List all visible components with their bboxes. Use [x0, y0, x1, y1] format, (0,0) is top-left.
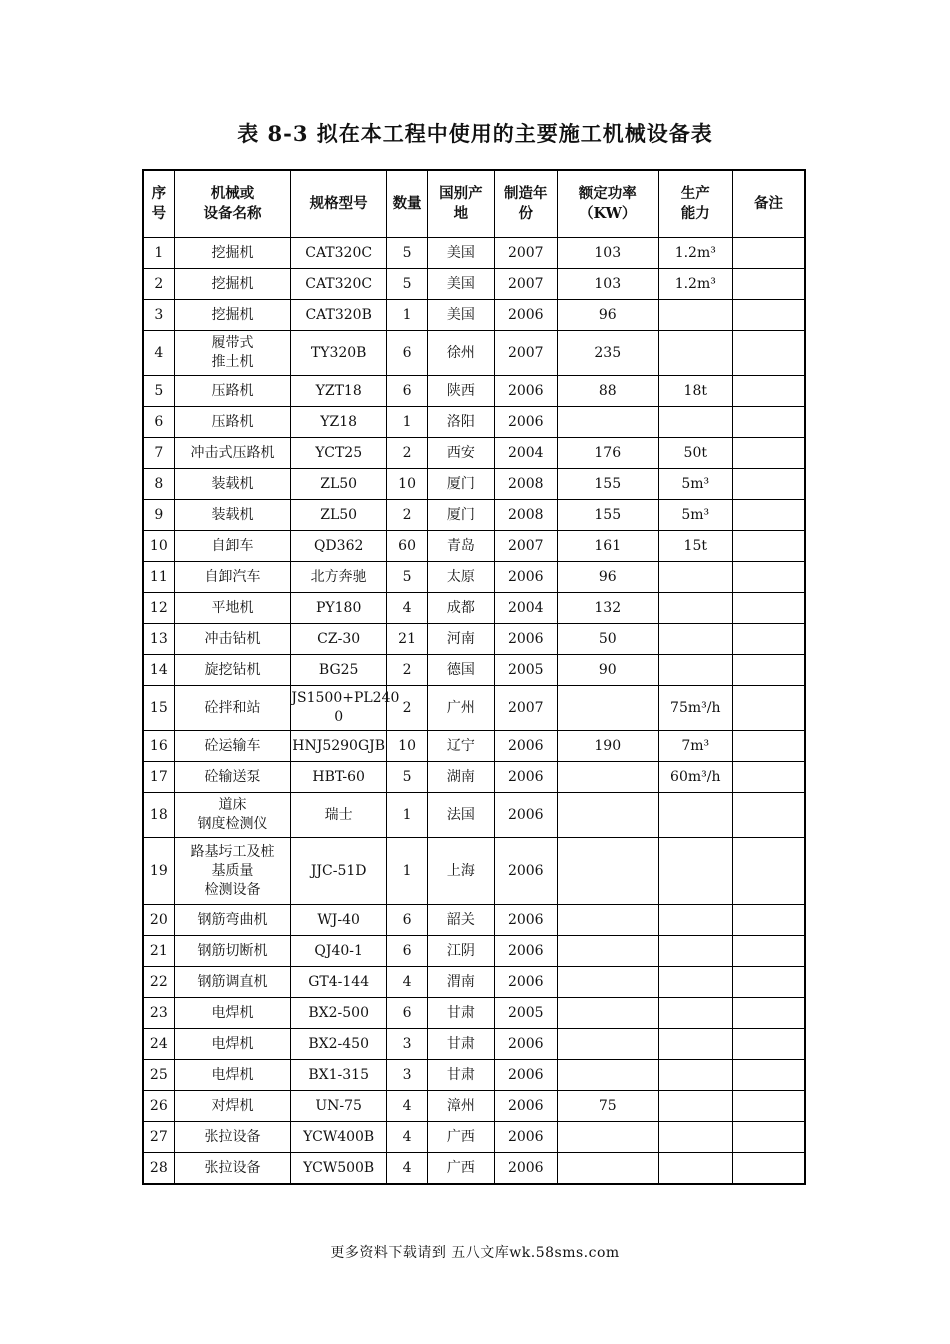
table-row: [143, 793, 805, 838]
cell-year: 2006: [494, 1091, 557, 1122]
cell-origin: 辽宁: [428, 731, 494, 762]
cell-year: 2005: [494, 655, 557, 686]
header-capacity: 生产 能力: [658, 170, 732, 238]
cell-origin: 美国: [428, 300, 494, 331]
cell-origin: 上海: [428, 838, 494, 905]
cell-no: 14: [143, 655, 174, 686]
cell-note: [732, 593, 805, 624]
cell-origin: 陕西: [428, 376, 494, 407]
cell-model: YCT25: [291, 438, 387, 469]
cell-qty: 4: [386, 967, 427, 998]
cell-year: 2006: [494, 762, 557, 793]
cell-note: [732, 331, 805, 376]
cell-power: [557, 1153, 658, 1185]
cell-no: 4: [143, 331, 174, 376]
cell-model: TY320B: [291, 331, 387, 376]
cell-qty: 4: [386, 1122, 427, 1153]
cell-model: HNJ5290GJB: [291, 731, 387, 762]
cell-year: 2007: [494, 686, 557, 731]
cell-model: GT4-144: [291, 967, 387, 998]
cell-name: 张拉设备: [174, 1122, 291, 1153]
cell-name: 砼输送泵: [174, 762, 291, 793]
cell-capacity: 18t: [658, 376, 732, 407]
cell-qty: 5: [386, 238, 427, 269]
cell-capacity: 15t: [658, 531, 732, 562]
cell-year: 2006: [494, 731, 557, 762]
cell-year: 2008: [494, 500, 557, 531]
cell-power: [557, 762, 658, 793]
cell-capacity: [658, 1153, 732, 1185]
cell-model: UN-75: [291, 1091, 387, 1122]
cell-name: 钢筋弯曲机: [174, 905, 291, 936]
table-body: [143, 238, 805, 1185]
cell-year: 2006: [494, 376, 557, 407]
cell-power: 88: [557, 376, 658, 407]
table-row: [143, 407, 805, 438]
cell-note: [732, 269, 805, 300]
cell-name: 电焊机: [174, 1029, 291, 1060]
cell-year: 2006: [494, 562, 557, 593]
cell-capacity: [658, 838, 732, 905]
cell-model: WJ-40: [291, 905, 387, 936]
cell-note: [732, 438, 805, 469]
cell-origin: 美国: [428, 269, 494, 300]
cell-capacity: [658, 936, 732, 967]
cell-capacity: [658, 562, 732, 593]
cell-note: [732, 376, 805, 407]
cell-no: 27: [143, 1122, 174, 1153]
cell-origin: 甘肃: [428, 1029, 494, 1060]
cell-capacity: [658, 593, 732, 624]
cell-year: 2006: [494, 1153, 557, 1185]
cell-capacity: 1.2m³: [658, 269, 732, 300]
table-row: [143, 500, 805, 531]
cell-note: [732, 562, 805, 593]
cell-capacity: [658, 905, 732, 936]
table-row: [143, 238, 805, 269]
cell-no: 21: [143, 936, 174, 967]
cell-qty: 6: [386, 331, 427, 376]
cell-model: QJ40-1: [291, 936, 387, 967]
cell-qty: 1: [386, 300, 427, 331]
cell-name: 路基圬工及桩 基质量 检测设备: [174, 838, 291, 905]
cell-capacity: [658, 1122, 732, 1153]
cell-year: 2006: [494, 300, 557, 331]
cell-year: 2007: [494, 531, 557, 562]
cell-origin: 厦门: [428, 469, 494, 500]
cell-note: [732, 905, 805, 936]
cell-qty: 6: [386, 376, 427, 407]
table-row: [143, 593, 805, 624]
cell-power: 161: [557, 531, 658, 562]
cell-capacity: [658, 655, 732, 686]
table-row: [143, 838, 805, 905]
header-power: 额定功率 （KW）: [557, 170, 658, 238]
cell-capacity: [658, 793, 732, 838]
cell-note: [732, 731, 805, 762]
cell-qty: 2: [386, 686, 427, 731]
cell-year: 2007: [494, 331, 557, 376]
cell-name: 对焊机: [174, 1091, 291, 1122]
cell-no: 15: [143, 686, 174, 731]
cell-qty: 60: [386, 531, 427, 562]
cell-no: 11: [143, 562, 174, 593]
cell-power: 103: [557, 238, 658, 269]
cell-name: 电焊机: [174, 1060, 291, 1091]
cell-note: [732, 1060, 805, 1091]
table-row: [143, 731, 805, 762]
cell-origin: 广西: [428, 1153, 494, 1185]
cell-model: YZ18: [291, 407, 387, 438]
cell-year: 2006: [494, 1029, 557, 1060]
cell-name: 道床 钢度检测仪: [174, 793, 291, 838]
header-model: 规格型号: [291, 170, 387, 238]
cell-note: [732, 300, 805, 331]
cell-no: 5: [143, 376, 174, 407]
cell-model: BX2-450: [291, 1029, 387, 1060]
cell-model: BX2-500: [291, 998, 387, 1029]
cell-name: 张拉设备: [174, 1153, 291, 1185]
cell-qty: 6: [386, 905, 427, 936]
cell-note: [732, 762, 805, 793]
cell-note: [732, 967, 805, 998]
cell-qty: 10: [386, 731, 427, 762]
cell-power: [557, 967, 658, 998]
cell-origin: 美国: [428, 238, 494, 269]
cell-model: JJC-51D: [291, 838, 387, 905]
table-row: [143, 531, 805, 562]
cell-no: 2: [143, 269, 174, 300]
cell-no: 19: [143, 838, 174, 905]
cell-note: [732, 407, 805, 438]
table-row: [143, 562, 805, 593]
cell-power: [557, 1122, 658, 1153]
cell-name: 平地机: [174, 593, 291, 624]
cell-name: 装载机: [174, 500, 291, 531]
cell-year: 2006: [494, 1122, 557, 1153]
cell-qty: 6: [386, 998, 427, 1029]
table-row: [143, 905, 805, 936]
cell-model: CZ-30: [291, 624, 387, 655]
cell-origin: 太原: [428, 562, 494, 593]
cell-year: 2006: [494, 624, 557, 655]
cell-origin: 广西: [428, 1122, 494, 1153]
cell-origin: 甘肃: [428, 998, 494, 1029]
cell-origin: 韶关: [428, 905, 494, 936]
cell-note: [732, 238, 805, 269]
cell-qty: 3: [386, 1060, 427, 1091]
cell-qty: 6: [386, 936, 427, 967]
cell-power: 190: [557, 731, 658, 762]
cell-model: YCW500B: [291, 1153, 387, 1185]
cell-name: 钢筋切断机: [174, 936, 291, 967]
cell-power: 96: [557, 300, 658, 331]
cell-model: HBT-60: [291, 762, 387, 793]
cell-no: 20: [143, 905, 174, 936]
cell-year: 2006: [494, 407, 557, 438]
cell-origin: 法国: [428, 793, 494, 838]
table-row: [143, 1122, 805, 1153]
cell-origin: 青岛: [428, 531, 494, 562]
header-note: 备注: [732, 170, 805, 238]
cell-qty: 5: [386, 762, 427, 793]
cell-power: [557, 998, 658, 1029]
cell-model: ZL50: [291, 500, 387, 531]
cell-power: [557, 407, 658, 438]
cell-no: 10: [143, 531, 174, 562]
cell-capacity: 5m³: [658, 500, 732, 531]
cell-no: 1: [143, 238, 174, 269]
cell-model: CAT320C: [291, 269, 387, 300]
cell-origin: 江阴: [428, 936, 494, 967]
cell-origin: 徐州: [428, 331, 494, 376]
cell-name: 砼拌和站: [174, 686, 291, 731]
cell-power: 176: [557, 438, 658, 469]
cell-qty: 3: [386, 1029, 427, 1060]
cell-note: [732, 1122, 805, 1153]
cell-note: [732, 655, 805, 686]
table-row: [143, 624, 805, 655]
cell-qty: 5: [386, 562, 427, 593]
table-row: [143, 300, 805, 331]
cell-power: 96: [557, 562, 658, 593]
cell-name: 钢筋调直机: [174, 967, 291, 998]
cell-capacity: 75m³/h: [658, 686, 732, 731]
cell-year: 2006: [494, 838, 557, 905]
cell-origin: 漳州: [428, 1091, 494, 1122]
cell-no: 12: [143, 593, 174, 624]
equipment-table: [142, 169, 806, 1185]
cell-name: 履带式 推土机: [174, 331, 291, 376]
cell-origin: 洛阳: [428, 407, 494, 438]
cell-origin: 西安: [428, 438, 494, 469]
cell-model: CAT320C: [291, 238, 387, 269]
cell-no: 17: [143, 762, 174, 793]
cell-no: 23: [143, 998, 174, 1029]
cell-year: 2004: [494, 438, 557, 469]
cell-qty: 2: [386, 500, 427, 531]
cell-capacity: [658, 331, 732, 376]
cell-model: QD362: [291, 531, 387, 562]
cell-model: YZT18: [291, 376, 387, 407]
cell-name: 冲击钻机: [174, 624, 291, 655]
cell-power: [557, 936, 658, 967]
cell-name: 电焊机: [174, 998, 291, 1029]
cell-qty: 1: [386, 793, 427, 838]
cell-origin: 渭南: [428, 967, 494, 998]
cell-year: 2006: [494, 793, 557, 838]
cell-capacity: [658, 998, 732, 1029]
cell-model: 北方奔驰: [291, 562, 387, 593]
cell-origin: 甘肃: [428, 1060, 494, 1091]
cell-qty: 1: [386, 407, 427, 438]
cell-name: 旋挖钻机: [174, 655, 291, 686]
cell-origin: 成都: [428, 593, 494, 624]
table-row: [143, 686, 805, 731]
cell-power: [557, 686, 658, 731]
table-row: [143, 269, 805, 300]
cell-power: [557, 1060, 658, 1091]
cell-year: 2007: [494, 238, 557, 269]
table-row: [143, 762, 805, 793]
header-no: 序 号: [143, 170, 174, 238]
cell-origin: 河南: [428, 624, 494, 655]
cell-no: 28: [143, 1153, 174, 1185]
cell-note: [732, 469, 805, 500]
cell-no: 18: [143, 793, 174, 838]
table-row: [143, 998, 805, 1029]
footer-text: 更多资料下载请到 五八文库wk.58sms.com: [330, 1245, 620, 1261]
cell-no: 26: [143, 1091, 174, 1122]
table-row: [143, 469, 805, 500]
cell-power: [557, 1029, 658, 1060]
cell-power: 155: [557, 500, 658, 531]
cell-name: 自卸汽车: [174, 562, 291, 593]
cell-no: 3: [143, 300, 174, 331]
cell-capacity: [658, 624, 732, 655]
cell-capacity: [658, 1029, 732, 1060]
cell-no: 6: [143, 407, 174, 438]
cell-model: JS1500+PL240 0: [291, 686, 387, 731]
header-year: 制造年 份: [494, 170, 557, 238]
cell-model: PY180: [291, 593, 387, 624]
cell-note: [732, 998, 805, 1029]
cell-power: 90: [557, 655, 658, 686]
cell-note: [732, 531, 805, 562]
cell-name: 压路机: [174, 407, 291, 438]
cell-capacity: 50t: [658, 438, 732, 469]
cell-year: 2005: [494, 998, 557, 1029]
cell-power: 103: [557, 269, 658, 300]
cell-power: [557, 793, 658, 838]
cell-power: 155: [557, 469, 658, 500]
cell-year: 2006: [494, 936, 557, 967]
cell-model: CAT320B: [291, 300, 387, 331]
cell-qty: 1: [386, 838, 427, 905]
cell-power: 75: [557, 1091, 658, 1122]
table-row: [143, 1029, 805, 1060]
cell-note: [732, 1153, 805, 1185]
cell-year: 2007: [494, 269, 557, 300]
header-qty: 数量: [386, 170, 427, 238]
table-header-row: [143, 170, 805, 238]
cell-year: 2006: [494, 1060, 557, 1091]
cell-note: [732, 1029, 805, 1060]
cell-qty: 10: [386, 469, 427, 500]
cell-model: 瑞士: [291, 793, 387, 838]
cell-no: 9: [143, 500, 174, 531]
cell-capacity: [658, 407, 732, 438]
cell-name: 挖掘机: [174, 300, 291, 331]
cell-capacity: 1.2m³: [658, 238, 732, 269]
cell-note: [732, 1091, 805, 1122]
header-origin: 国别产 地: [428, 170, 494, 238]
cell-capacity: [658, 1091, 732, 1122]
cell-year: 2006: [494, 905, 557, 936]
cell-no: 7: [143, 438, 174, 469]
table-row: [143, 655, 805, 686]
cell-qty: 4: [386, 1091, 427, 1122]
cell-note: [732, 500, 805, 531]
cell-year: 2008: [494, 469, 557, 500]
table-row: [143, 438, 805, 469]
cell-name: 挖掘机: [174, 269, 291, 300]
table-row: [143, 376, 805, 407]
cell-note: [732, 686, 805, 731]
cell-qty: 2: [386, 438, 427, 469]
cell-capacity: [658, 300, 732, 331]
cell-origin: 德国: [428, 655, 494, 686]
cell-name: 挖掘机: [174, 238, 291, 269]
cell-model: YCW400B: [291, 1122, 387, 1153]
cell-power: 132: [557, 593, 658, 624]
cell-no: 25: [143, 1060, 174, 1091]
cell-power: [557, 838, 658, 905]
cell-power: [557, 905, 658, 936]
cell-capacity: [658, 1060, 732, 1091]
cell-note: [732, 936, 805, 967]
cell-no: 24: [143, 1029, 174, 1060]
cell-origin: 厦门: [428, 500, 494, 531]
cell-capacity: 7m³: [658, 731, 732, 762]
cell-name: 压路机: [174, 376, 291, 407]
cell-model: BX1-315: [291, 1060, 387, 1091]
table-row: [143, 1153, 805, 1185]
cell-capacity: 60m³/h: [658, 762, 732, 793]
cell-power: 50: [557, 624, 658, 655]
cell-origin: 湖南: [428, 762, 494, 793]
table-row: [143, 967, 805, 998]
cell-name: 冲击式压路机: [174, 438, 291, 469]
cell-name: 自卸车: [174, 531, 291, 562]
cell-power: 235: [557, 331, 658, 376]
cell-no: 13: [143, 624, 174, 655]
cell-capacity: [658, 967, 732, 998]
cell-name: 砼运输车: [174, 731, 291, 762]
cell-note: [732, 793, 805, 838]
cell-no: 8: [143, 469, 174, 500]
table-row: [143, 1060, 805, 1091]
cell-note: [732, 624, 805, 655]
cell-qty: 4: [386, 1153, 427, 1185]
cell-qty: 4: [386, 593, 427, 624]
cell-model: BG25: [291, 655, 387, 686]
cell-qty: 21: [386, 624, 427, 655]
cell-qty: 2: [386, 655, 427, 686]
cell-name: 装载机: [174, 469, 291, 500]
cell-capacity: 5m³: [658, 469, 732, 500]
table-row: [143, 331, 805, 376]
cell-model: ZL50: [291, 469, 387, 500]
header-name: 机械或 设备名称: [174, 170, 291, 238]
cell-year: 2004: [494, 593, 557, 624]
page-title: 表 8-3 拟在本工程中使用的主要施工机械设备表: [237, 121, 713, 146]
cell-origin: 广州: [428, 686, 494, 731]
table-row: [143, 1091, 805, 1122]
cell-note: [732, 838, 805, 905]
cell-year: 2006: [494, 967, 557, 998]
cell-no: 16: [143, 731, 174, 762]
cell-no: 22: [143, 967, 174, 998]
cell-qty: 5: [386, 269, 427, 300]
table-row: [143, 936, 805, 967]
